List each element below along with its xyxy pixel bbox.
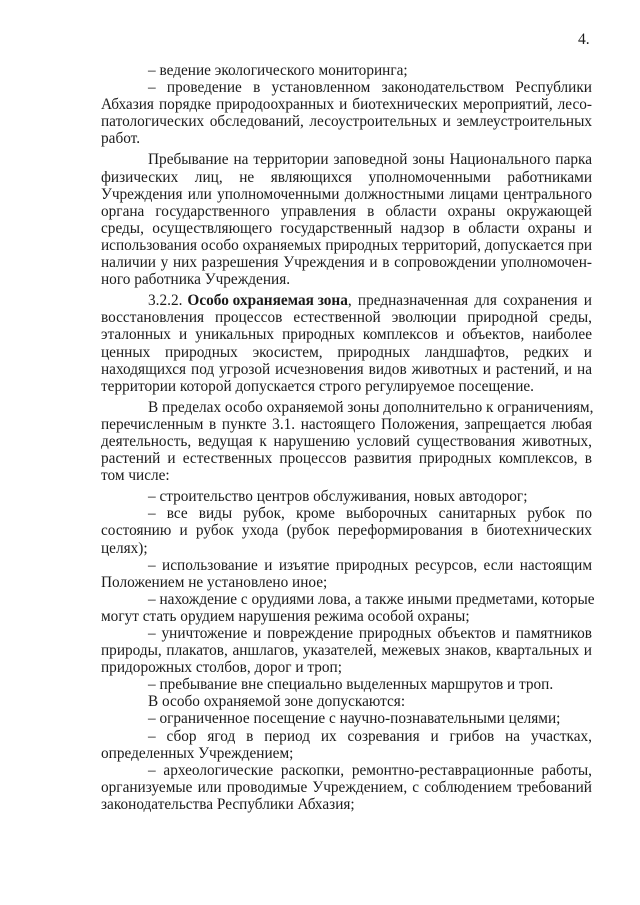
section-term: Особо охраняемая зона: [187, 292, 348, 310]
paragraph: [101, 728, 592, 762]
paragraph: [101, 488, 592, 505]
text-line: Пребывание на территории заповедной зоны Национального парка: [148, 151, 592, 169]
text-line: – ограниченное посещение с научно-познавательными целями;: [148, 710, 561, 728]
text-line: – сбор ягод в период их созревания и грибов на участках,: [148, 727, 592, 745]
paragraph: [101, 79, 592, 147]
section-number: 3.2.2.: [148, 292, 183, 310]
text-line: среды, осуществляющего государственный надзор в области охраны и: [101, 219, 592, 237]
paragraph: [101, 62, 592, 79]
paragraph: [101, 693, 592, 710]
text-line: деятельность, ведущая к нарушению условий существования животных,: [101, 432, 592, 450]
paragraph: [101, 676, 592, 693]
text-line: эталонных и уникальных природных комплексов и объектов, наиболее: [101, 326, 592, 344]
text-line: ценных природных экосистем, природных ландшафтов, редких и: [101, 343, 592, 361]
text-line: перечисленным в пункте 3.1. настоящего Положения, запрещается любая: [101, 415, 592, 433]
text-line: территории которой допускается строго регулируемое посещение.: [101, 377, 535, 395]
paragraph: [101, 399, 592, 484]
text-line: – все виды рубок, кроме выборочных санитарных рубок по: [148, 505, 592, 523]
paragraph: [101, 557, 592, 591]
text-line: физических лиц, не являющихся уполномоченными работниками: [101, 168, 592, 186]
text-line: Абхазия порядке природоохранных и биотехнических мероприятий, лесо-: [101, 96, 592, 114]
text-line: целях);: [101, 539, 148, 557]
text-line: [101, 292, 592, 309]
text-line: – строительство центров обслуживания, новых автодорог;: [148, 488, 528, 506]
text-line: могут стать орудием нарушения режима особой охраны;: [101, 607, 470, 625]
text-line: – нахождение с орудиями лова, а также иными предметами, которые: [148, 590, 595, 608]
text-line: наличии у них разрешения Учреждения и в сопровождении уполномочен-: [101, 254, 592, 272]
section-text: , предназначенная для сохранения и: [347, 292, 592, 310]
page-number: 4.: [578, 31, 590, 48]
text-line: придорожных столбов, дорог и троп;: [101, 659, 342, 677]
text-line: работ.: [101, 130, 141, 148]
text-line: растений и естественных процессов развития природных комплексов, в: [101, 450, 592, 468]
text-line: организуемые или проводимые Учреждением, с соблюдением требований: [101, 778, 592, 796]
text-line: ного работника Учреждения.: [101, 271, 291, 289]
text-line: органа государственного управления в области охраны окружающей: [101, 202, 592, 220]
text-line: использования особо охраняемых природных территорий, допускается при: [101, 236, 593, 254]
text-line: находящихся под угрозой исчезновения видов животных и растений, и на: [101, 360, 592, 378]
text-line: – проведение в установленном законодательством Республики: [148, 79, 592, 97]
paragraph: [101, 292, 592, 395]
text-line: – археологические раскопки, ремонтно-реставрационные работы,: [148, 761, 592, 779]
paragraph: [101, 625, 592, 676]
document-body: [101, 62, 595, 813]
paragraph: [101, 590, 595, 625]
text-line: В пределах особо охраняемой зоны дополнительно к ограничениям,: [148, 398, 594, 416]
paragraph: [101, 710, 592, 727]
text-line: – пребывание вне специально выделенных маршрутов и троп.: [148, 676, 554, 694]
text-line: законодательства Республики Абхазия;: [101, 795, 355, 813]
text-line: – уничтожение и повреждение природных объектов и памятников: [148, 625, 592, 642]
text-line: определенных Учреждением;: [101, 744, 294, 762]
text-line: Положением не установлено иное;: [101, 573, 328, 591]
text-line: том числе:: [101, 467, 170, 485]
text-line: – использование и изъятие природных ресурсов, если настоящим: [148, 556, 592, 574]
text-line: Учреждения или уполномоченными должностными лицами центрального: [101, 185, 592, 203]
text-line: состоянию и рубок ухода (рубок переформирования в биотехнических: [101, 522, 592, 540]
text-line: – ведение экологического мониторинга;: [148, 62, 408, 79]
text-line: природы, плакатов, аншлагов, указателей, межевых знаков, квартальных и: [101, 642, 592, 660]
paragraph: [101, 505, 592, 556]
paragraph: [101, 151, 592, 288]
paragraph: [101, 762, 592, 813]
text-line: патологических обследований, лесоустроительных и землеустроительных: [101, 113, 592, 131]
text-line: восстановления процессов естественной эволюции природной среды,: [101, 309, 592, 327]
text-line: В особо охраняемой зоне допускаются:: [148, 693, 406, 711]
